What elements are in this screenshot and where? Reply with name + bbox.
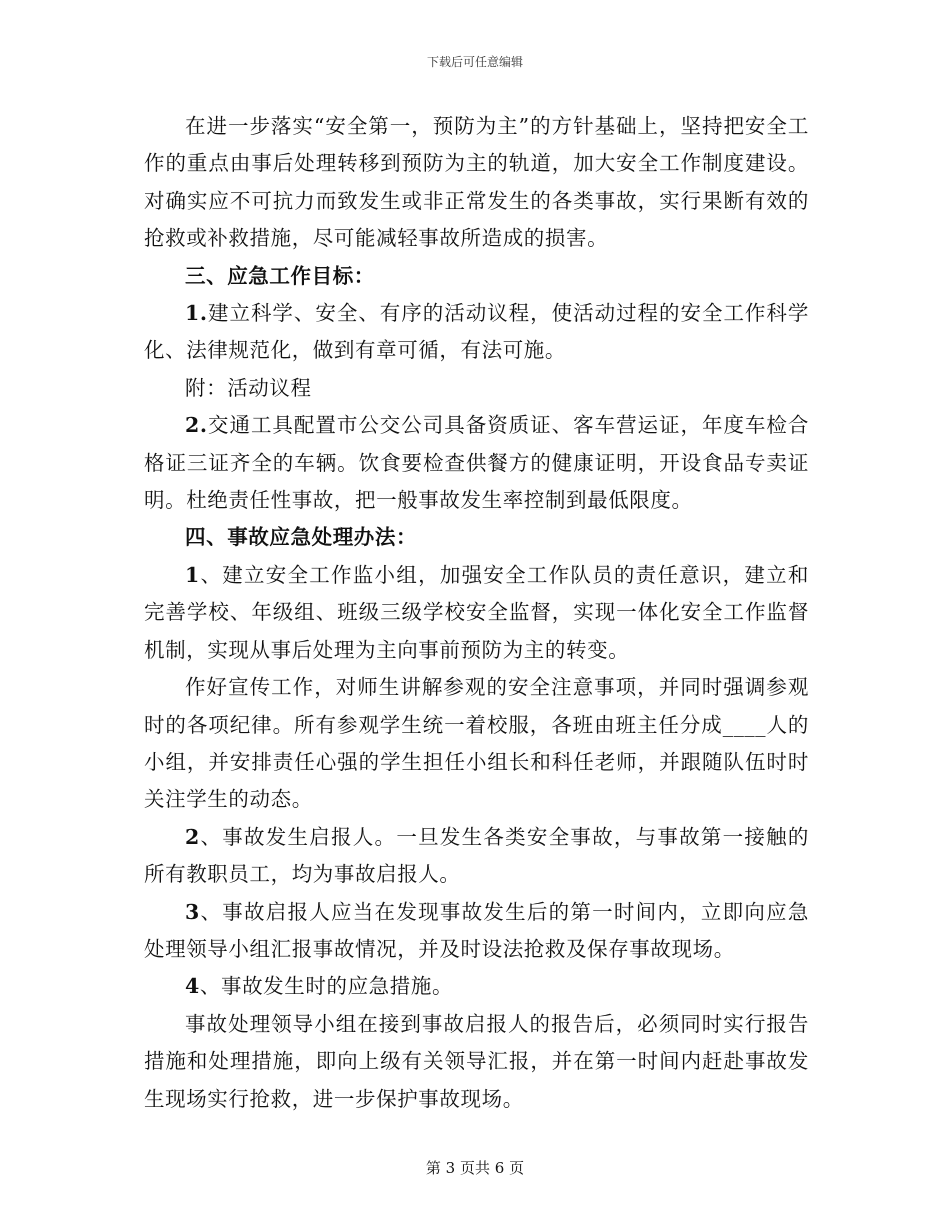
paragraph-text: 、建立安全工作监小组，加强安全工作队员的责任意识，建立和完善学校、年级组、班级三级学校安全监督，实现一体化安全工作监督机制，实现从事后处理为主向事前预防为主的转变。 — [144, 562, 809, 662]
item-number: 1 — [185, 562, 200, 587]
paragraph-text: 建立科学、安全、有序的活动议程，使活动过程的安全工作科学化、法律规范化，做到有章可循，有法可施。 — [144, 301, 809, 363]
paragraph-text: 附：活动议程 — [185, 375, 312, 400]
goal-item-1 — [144, 295, 809, 370]
item-number: 2. — [185, 413, 208, 438]
handling-paragraph — [144, 1006, 809, 1118]
header-note: 下载后可任意编辑 — [426, 55, 523, 69]
heading-text: 三、应急工作目标： — [185, 263, 375, 288]
paragraph-text: 事故处理领导小组在接到事故启报人的报告后，必须同时实行报告措施和处理措施，即向上级有关领导汇报，并在第一时间内赶赴事故发生现场实行抢救，进一步保护事故现场。 — [144, 1011, 809, 1111]
goal-item-2 — [144, 407, 809, 519]
section-heading-measures — [144, 519, 809, 556]
section-heading-goals — [144, 258, 809, 295]
page-number: 第 3 页共 6 页 — [425, 1159, 525, 1177]
item-number: 2 — [185, 824, 200, 849]
measure-item-3 — [144, 894, 809, 969]
intro-paragraph — [144, 108, 809, 258]
paragraph-text: 在进一步落实“安全第一，预防为主”的方针基础上，坚持把安全工作的重点由事后处理转移到预防为主的轨道，加大安全工作制度建设。对确实应不可抗力而致发生或非正常发生的各类事故，实行果断有效的抢救或补救措施，尽可能减轻事故所造成的损害。 — [144, 114, 809, 251]
paragraph-text: 作好宣传工作，对师生讲解参观的安全注意事项，并同时强调参观时的各项纪律。所有参观学生统一着校服，各班由班主任分成____人的小组，并安排责任心强的学生担任小组长和科任老师，并跟随队伍时时关注学生的动态。 — [144, 675, 809, 812]
measure-item-2 — [144, 819, 809, 894]
paragraph-text: 、事故启报人应当在发现事故发生后的第一时间内，立即向应急处理领导小组汇报事故情况，并及时设法抢救及保存事故现场。 — [144, 899, 809, 961]
document-body — [144, 108, 809, 1118]
attachment-note — [144, 370, 809, 407]
item-number: 3 — [185, 899, 200, 924]
paragraph-text: 交通工具配置市公交公司具备资质证、客车营运证，年度车检合格证三证齐全的车辆。饮食要检查供餐方的健康证明，开设食品专卖证明。杜绝责任性事故，把一般事故发生率控制到最低限度。 — [144, 413, 809, 513]
publicity-paragraph — [144, 669, 809, 819]
paragraph-text: 、事故发生启报人。一旦发生各类安全事故，与事故第一接触的所有教职员工，均为事故启报人。 — [144, 824, 809, 887]
item-number: 1. — [185, 301, 208, 326]
measure-item-1 — [144, 557, 809, 669]
measure-item-4 — [144, 968, 809, 1005]
item-number: 4 — [185, 974, 200, 999]
heading-text: 四、事故应急处理办法： — [185, 525, 418, 550]
paragraph-text: 、事故发生时的应急措施。 — [199, 974, 454, 999]
